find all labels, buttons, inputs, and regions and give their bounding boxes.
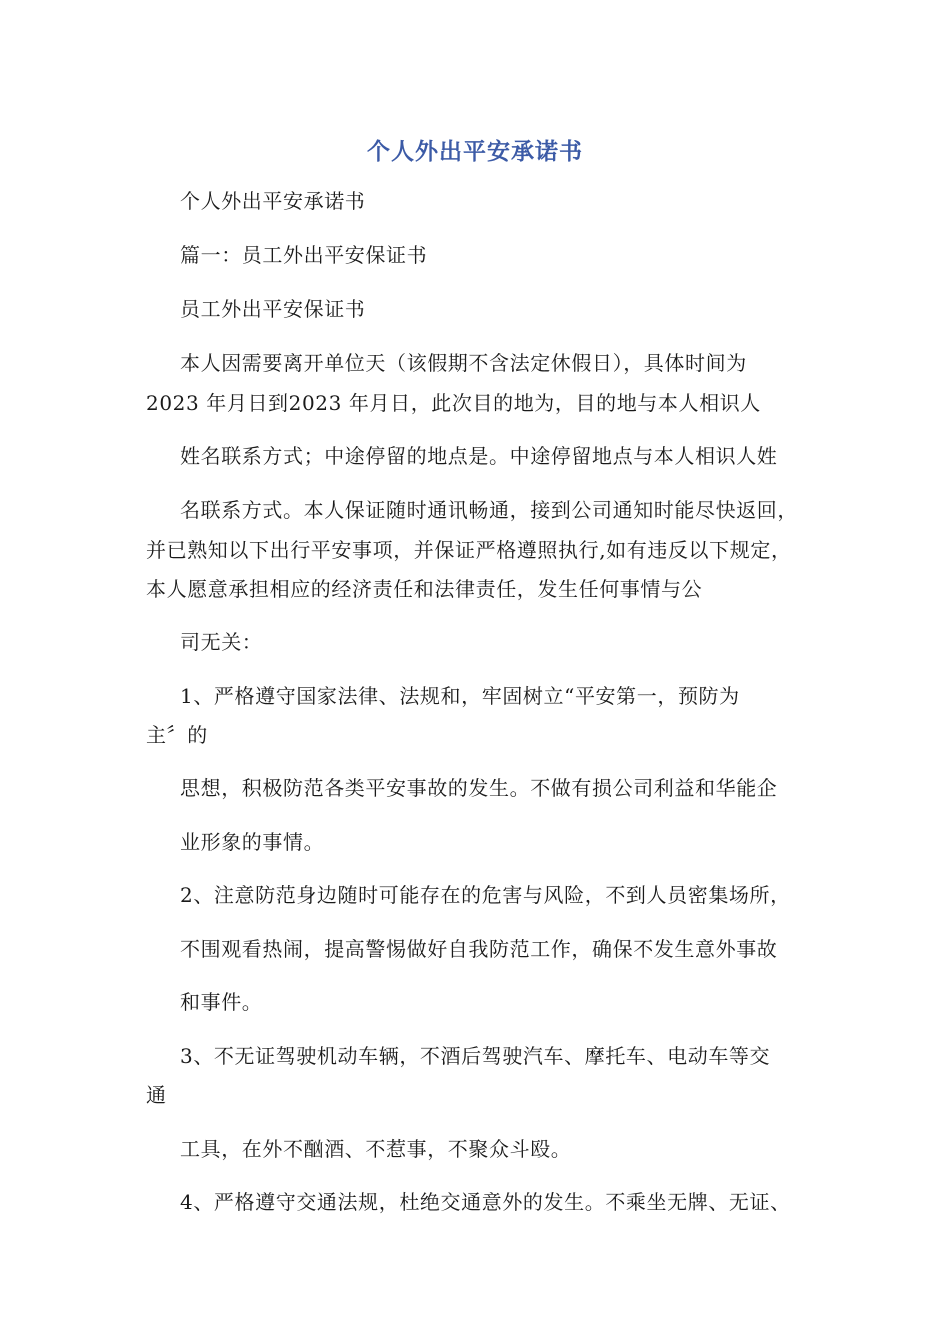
paragraph-line: 名联系方式。本人保证随时通讯畅通，接到公司通知时能尽快返回， xyxy=(180,498,798,522)
paragraph-line: 本人因需要离开单位天（该假期不含法定休假日），具体时间为 xyxy=(180,351,747,375)
paragraph-line: 并已熟知以下出行平安事项，并保证严格遵照执行,如有违反以下规定， xyxy=(146,538,792,562)
paragraph-line: 司无关： xyxy=(180,630,263,654)
list-item-1-cont: 主〞的 xyxy=(146,723,208,747)
paragraph-line: 本人愿意承担相应的经济责任和法律责任，发生任何事情与公 xyxy=(146,577,703,601)
list-item-3-cont: 通 xyxy=(146,1083,167,1107)
list-item-2-cont: 不围观看热闹，提高警惕做好自我防范工作，确保不发生意外事故 xyxy=(180,937,778,961)
section-heading: 篇一：员工外出平安保证书 xyxy=(180,243,428,267)
section-subtitle: 员工外出平安保证书 xyxy=(180,297,366,321)
list-item-3-cont: 工具，在外不酗酒、不惹事，不聚众斗殴。 xyxy=(180,1137,572,1161)
list-item-2: 2、注意防范身边随时可能存在的危害与风险，不到人员密集场所， xyxy=(180,883,791,907)
list-item-1: 1、严格遵守国家法律、法规和，牢固树立“平安第一，预防为 xyxy=(180,684,740,708)
subtitle-line: 个人外出平安承诺书 xyxy=(180,189,366,213)
list-item-3: 3、不无证驾驶机动车辆，不酒后驾驶汽车、摩托车、电动车等交 xyxy=(180,1044,771,1068)
list-item-1-cont: 业形象的事情。 xyxy=(180,830,325,854)
paragraph-line: 姓名联系方式；中途停留的地点是。中途停留地点与本人相识人姓 xyxy=(180,444,778,468)
list-item-1-cont: 思想，积极防范各类平安事故的发生。不做有损公司利益和华能企 xyxy=(180,776,778,800)
list-item-4: 4、严格遵守交通法规，杜绝交通意外的发生。不乘坐无牌、无证、 xyxy=(180,1190,791,1214)
list-item-2-cont: 和事件。 xyxy=(180,990,263,1014)
document-title: 个人外出平安承诺书 xyxy=(367,139,583,165)
paragraph-line: 2023 年月日到2023 年月日，此次目的地为，目的地与本人相识人 xyxy=(146,391,761,415)
